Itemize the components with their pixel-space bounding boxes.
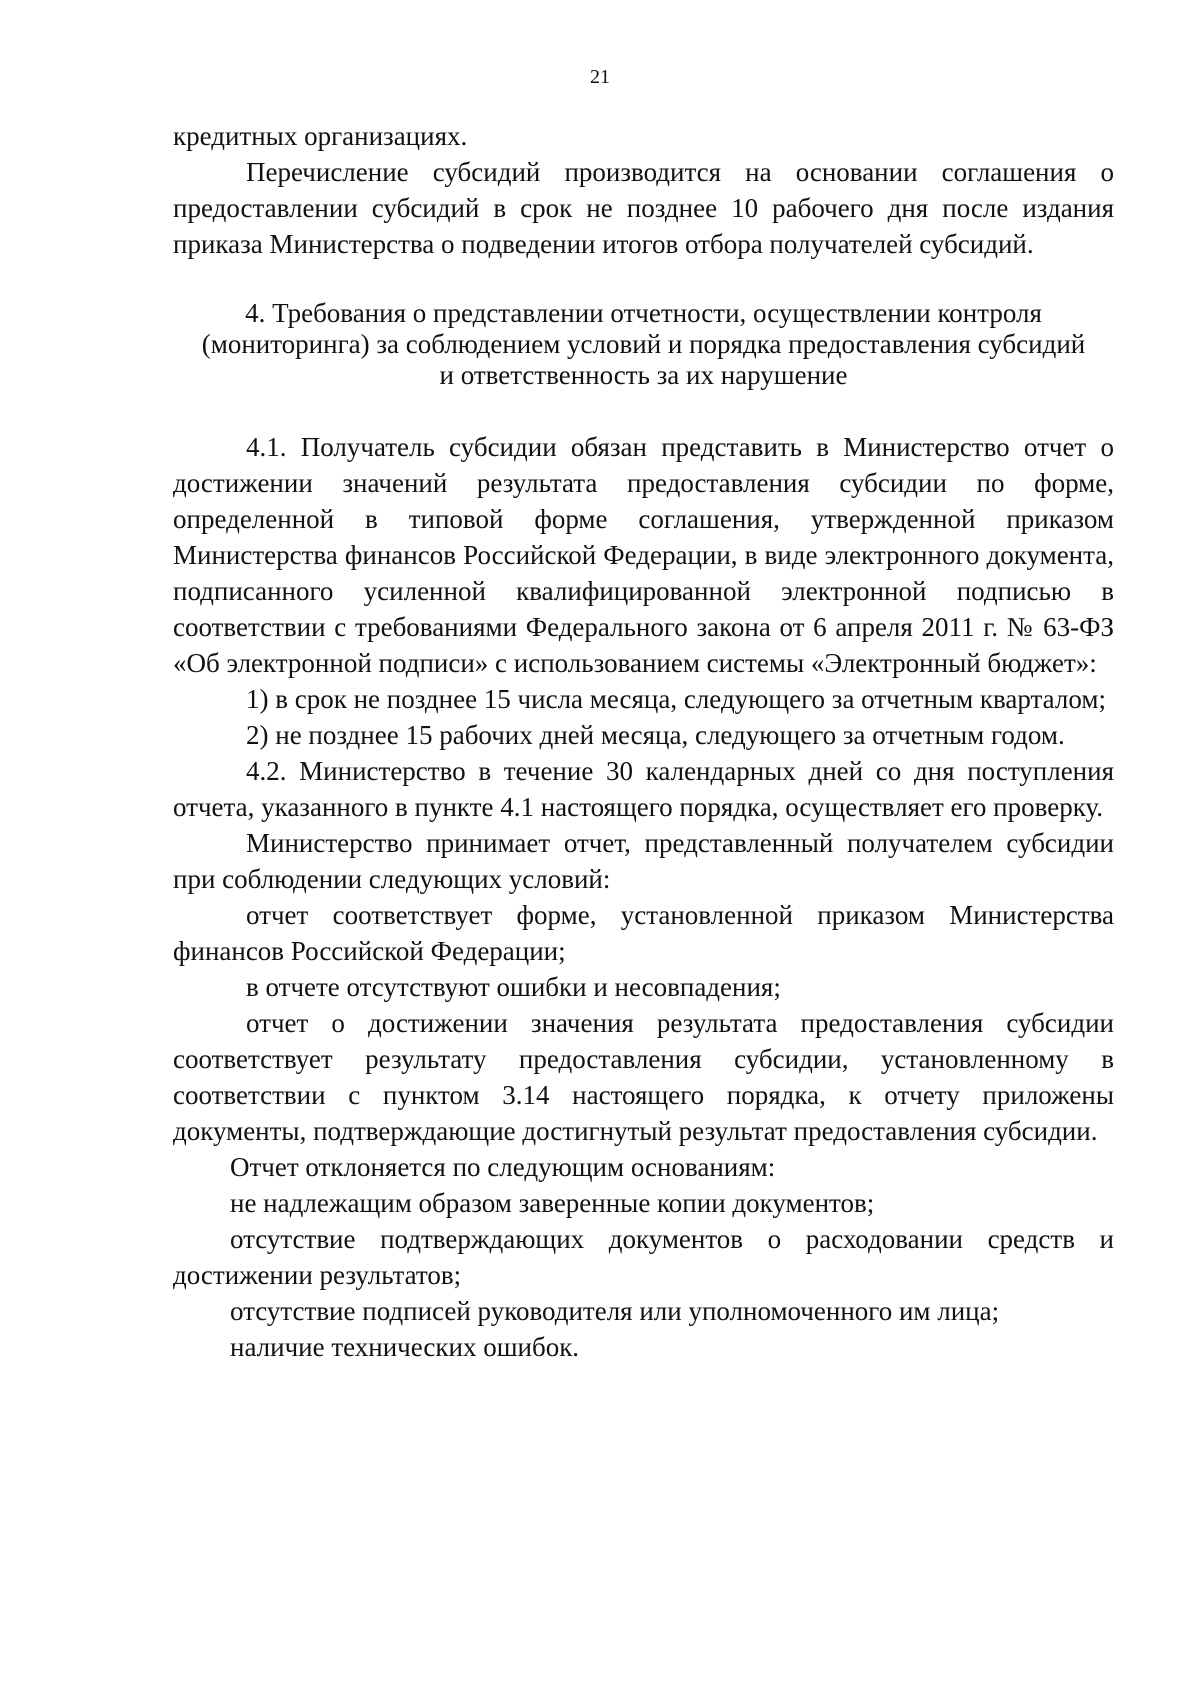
paragraph-acceptance: Министерство принимает отчет, представленный получателем субсидии при соблюдении следующих условий: (173, 828, 1114, 894)
list-item-deadline-quarter: 1) в срок не позднее 15 числа месяца, следующего за отчетным кварталом; (246, 684, 1106, 714)
section-heading (173, 298, 1114, 391)
condition-item: отчет соответствует форме, установленной приказом Министерства финансов Российской Федерации; (173, 900, 1114, 966)
page-number: 21 (590, 66, 610, 88)
paragraph-rejection: Отчет отклоняется по следующим основаниям: (230, 1152, 776, 1182)
section-heading-line: 4. Требования о представлении отчетности, осуществлении контроля (245, 298, 1042, 328)
continuation-text: кредитных организациях. (173, 121, 468, 151)
rejection-reason: отсутствие подтверждающих документов о расходовании средств и достижении результатов; (173, 1224, 1114, 1290)
condition-item: отчет о достижении значения результата предоставления субсидии соответствует результату предоставления субсидии, установленному в соответствии с пунктом 3.14 настоящего порядка, к отчету приложены документы, подтверждающие достигнутый результат предоставления субсидии. (173, 1008, 1114, 1146)
condition-item: в отчете отсутствуют ошибки и несовпадения; (246, 972, 781, 1002)
paragraph-4-1: 4.1. Получатель субсидии обязан представить в Министерство отчет о достижении значений результата предоставления субсидии по форме, определенной в типовой форме соглашения, утвержденной приказом Министерства финансов Российской Федерации, в виде электронного документа, подписанного усиленной квалифицированной электронной подписью в соответствии с требованиями Федерального закона от 6 апреля 2011 г. № 63-ФЗ «Об электронной подписи» с использованием системы «Электронный бюджет»: (173, 432, 1114, 678)
paragraph-4-2: 4.2. Министерство в течение 30 календарных дней со дня поступления отчета, указанного в пункте 4.1 настоящего порядка, осуществляет его проверку. (173, 756, 1114, 822)
paragraph-transfer: Перечисление субсидий производится на основании соглашения о предоставлении субсидий в срок не позднее 10 рабочего дня после издания приказа Министерства о подведении итогов отбора получателей субсидий. (173, 157, 1114, 259)
rejection-reason: отсутствие подписей руководителя или уполномоченного им лица; (230, 1296, 1000, 1326)
rejection-reason: наличие технических ошибок. (230, 1332, 580, 1362)
section-heading-line: и ответственность за их нарушение (439, 360, 848, 390)
rejection-reason: не надлежащим образом заверенные копии документов; (230, 1188, 875, 1218)
section-heading-line: (мониторинга) за соблюдением условий и порядка предоставления субсидий (201, 329, 1086, 359)
document-body (173, 118, 1114, 1365)
list-item-deadline-year: 2) не позднее 15 рабочих дней месяца, следующего за отчетным годом. (246, 720, 1065, 750)
